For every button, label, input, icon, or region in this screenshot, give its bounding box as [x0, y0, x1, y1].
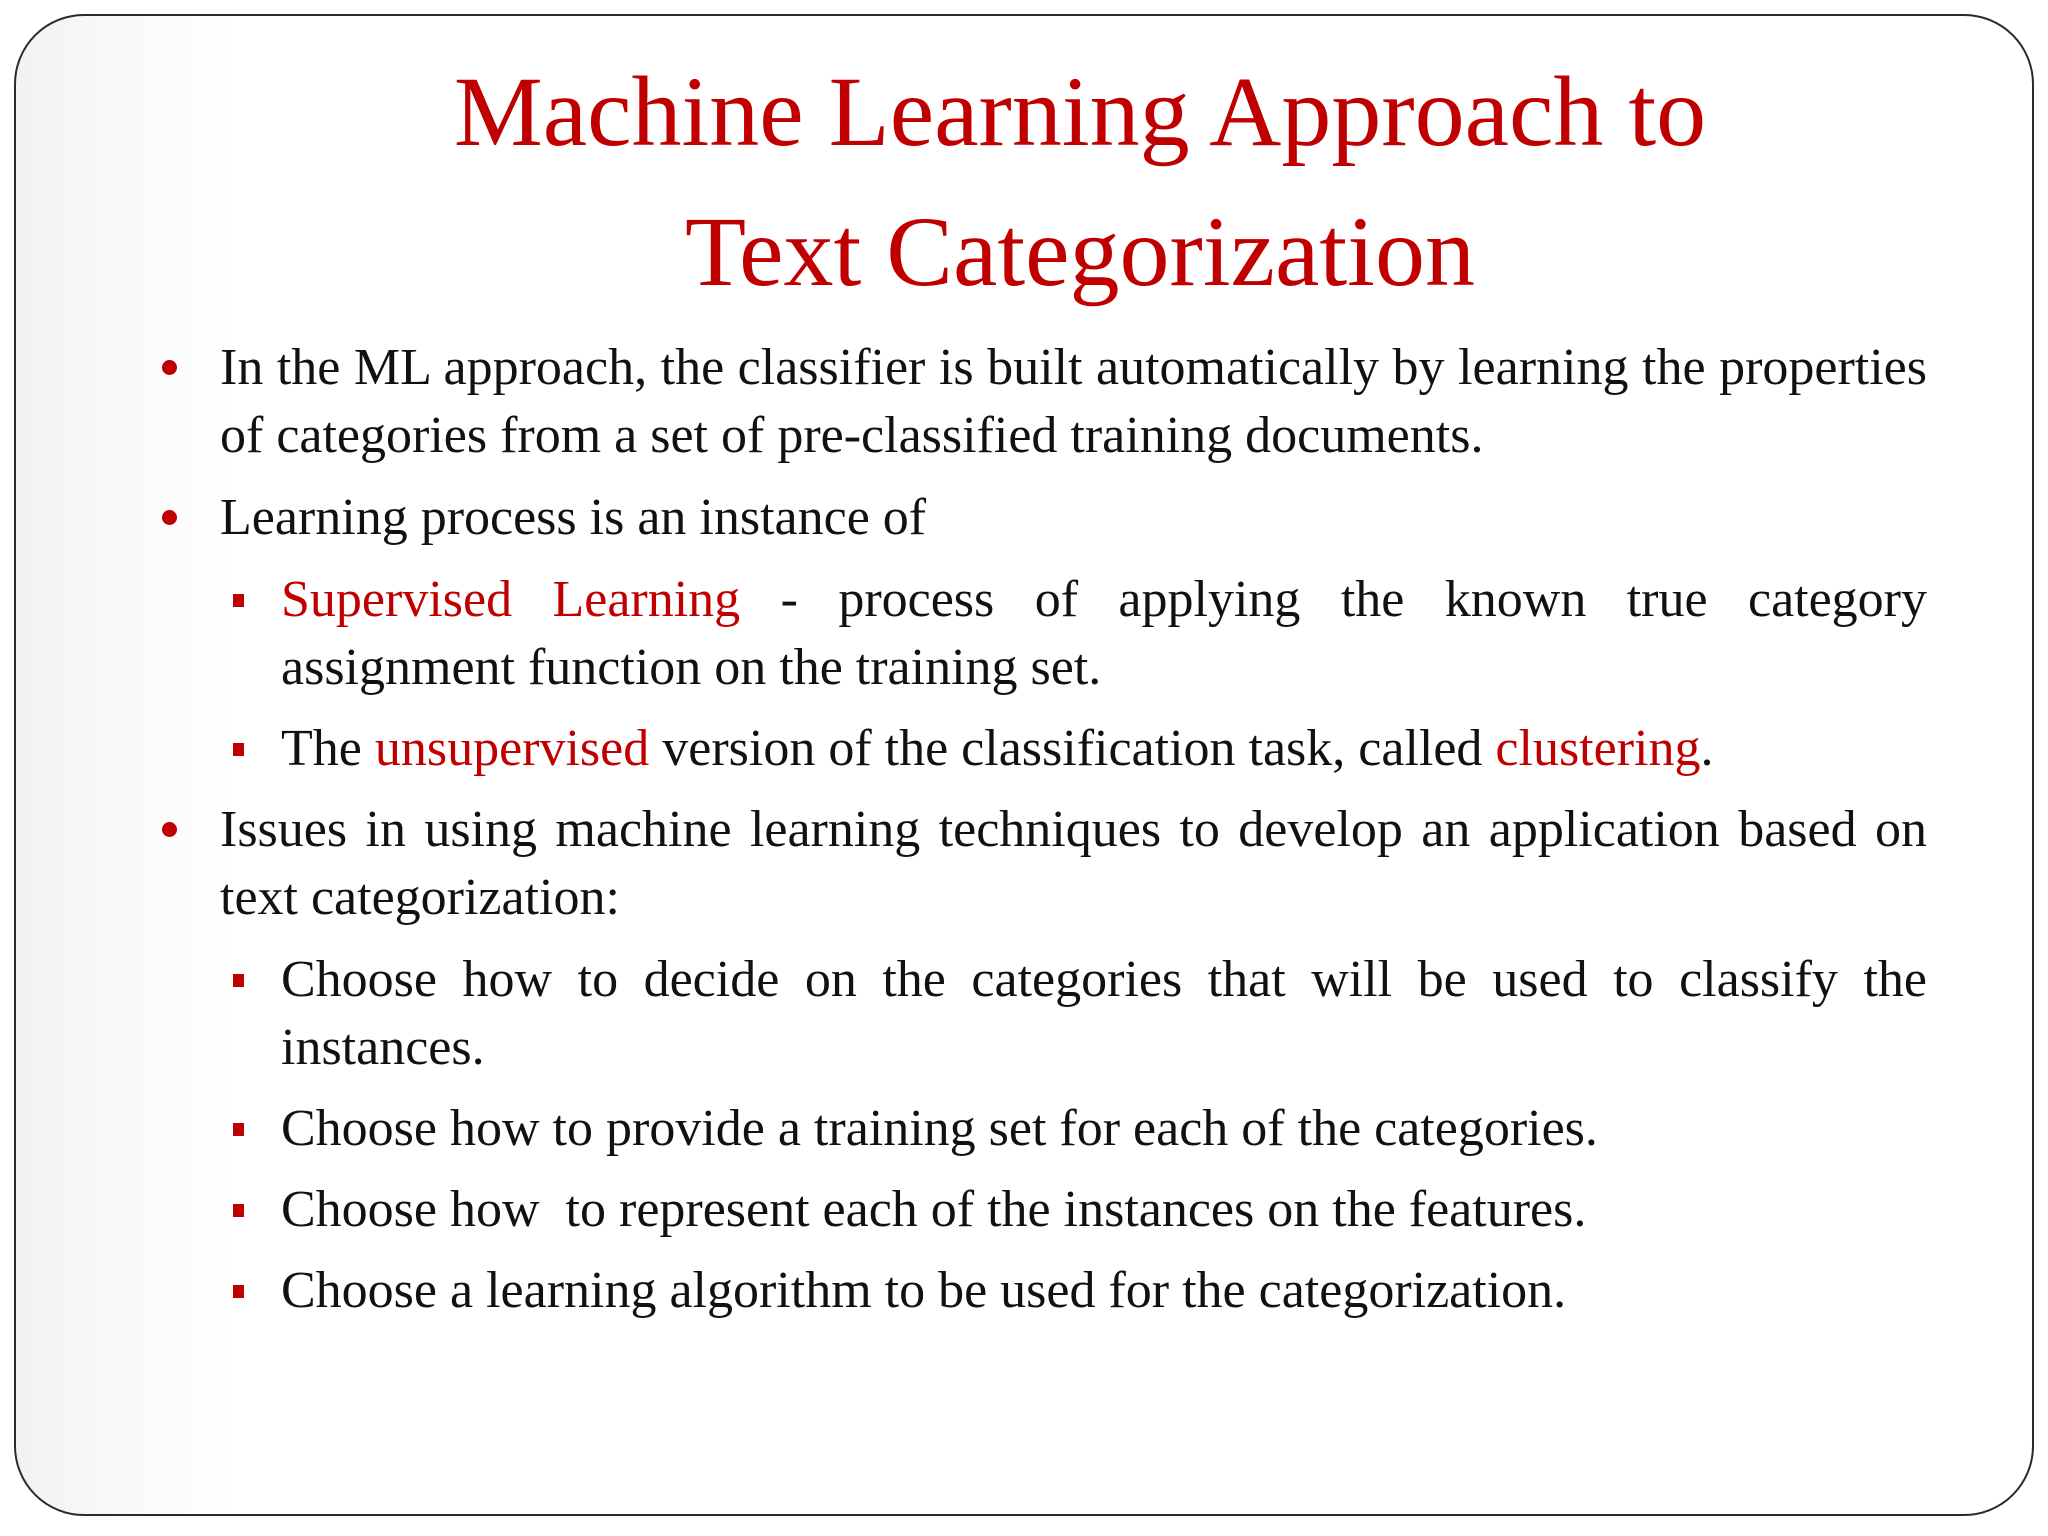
sub-bullet-text-post: .: [1700, 720, 1714, 777]
term-supervised-learning: Supervised Learning: [281, 571, 741, 628]
sub-bullet-supervised: [160, 566, 1927, 702]
sub-bullet-text: Choose how to provide a training set for each of the categories.: [281, 1100, 1598, 1157]
bullet-dot-icon: [162, 510, 177, 525]
title-line-1: Machine Learning Approach to: [453, 56, 1707, 167]
sub-bullet-text: Choose a learning algorithm to be used for the categorization.: [281, 1262, 1567, 1319]
sub-bullet-choose-categories: [160, 946, 1927, 1082]
sub-bullet-square-icon: [233, 743, 244, 756]
sub-bullet-unsupervised: [160, 715, 1927, 783]
bullet-text: In the ML approach, the classifier is built automatically by learning the properties of categories from a set of pre-classified training documents.: [220, 339, 1927, 464]
bullet-text: Learning process is an instance of: [220, 489, 927, 546]
sub-bullet-choose-training-set: [160, 1095, 1927, 1163]
sub-bullet-choose-algorithm: [160, 1257, 1927, 1325]
sub-bullet-square-icon: [233, 1285, 244, 1298]
sub-bullet-text-mid: version of the classification task, called: [649, 720, 1496, 777]
term-unsupervised: unsupervised: [374, 720, 650, 777]
sub-bullet-choose-representation: [160, 1176, 1927, 1244]
sub-bullet-text-pre: The: [281, 720, 375, 777]
bullet-text: Issues in using machine learning techniques to develop an application based on text categorization:: [220, 801, 1927, 926]
sub-bullet-square-icon: [233, 974, 244, 987]
slide-title: [180, 42, 1980, 322]
bullet-issues: [160, 796, 1927, 932]
title-line-2: Text Categorization: [685, 196, 1475, 307]
sub-bullet-text: - process of applying the known true category assignment function on the training set.: [281, 571, 1927, 696]
term-clustering: clustering: [1495, 720, 1701, 777]
sub-bullet-text: Choose how to represent each of the instances on the features.: [281, 1181, 1587, 1238]
bullet-ml-approach: [160, 334, 1927, 470]
sub-bullet-square-icon: [233, 594, 244, 607]
bullet-learning-process: [160, 484, 1927, 552]
bullet-dot-icon: [162, 822, 177, 837]
sub-bullet-text: Choose how to decide on the categories that will be used to classify the instances.: [281, 951, 1927, 1076]
slide-content: [160, 334, 1927, 1338]
sub-bullet-square-icon: [233, 1123, 244, 1136]
bullet-dot-icon: [162, 360, 177, 375]
sub-bullet-square-icon: [233, 1204, 244, 1217]
